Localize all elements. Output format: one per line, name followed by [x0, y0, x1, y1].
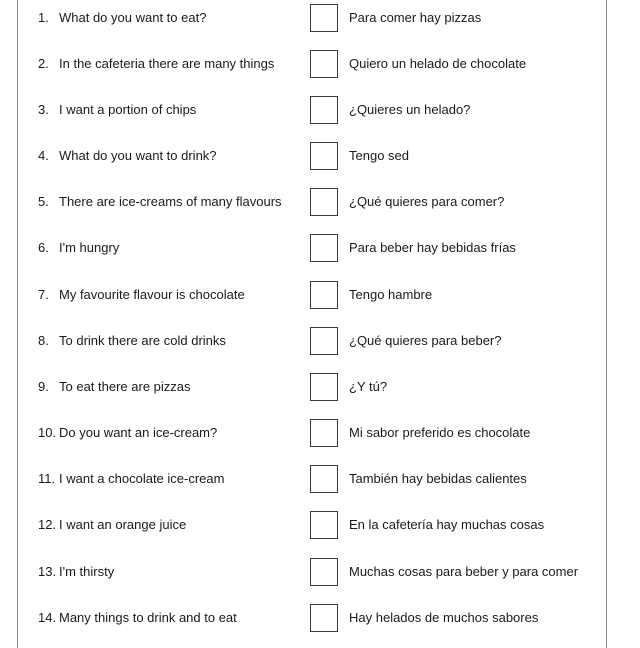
- item-number: 5.: [38, 194, 49, 209]
- english-text: Many things to drink and to eat: [59, 610, 237, 625]
- english-phrase: [38, 102, 196, 118]
- spanish-phrase: ¿Qué quieres para comer?: [349, 194, 505, 209]
- english-text: What do you want to drink?: [59, 148, 217, 163]
- spanish-phrase: En la cafetería hay muchas cosas: [349, 517, 545, 532]
- spanish-phrase: ¿Y tú?: [349, 379, 388, 394]
- english-phrase: [38, 194, 282, 210]
- english-text: I want a chocolate ice-cream: [59, 471, 225, 486]
- english-text: To drink there are cold drinks: [59, 333, 226, 348]
- worksheet-row: [0, 0, 640, 41]
- english-text: What do you want to eat?: [59, 10, 207, 25]
- item-number: 4.: [38, 148, 49, 163]
- item-number: 6.: [38, 240, 49, 255]
- worksheet-row: [0, 410, 640, 456]
- english-phrase: [38, 148, 217, 164]
- worksheet-row: [0, 179, 640, 225]
- worksheet-row: [0, 87, 640, 133]
- english-phrase: [38, 333, 226, 349]
- answer-box[interactable]: [310, 327, 338, 355]
- worksheet-row: [0, 456, 640, 502]
- answer-box[interactable]: [310, 234, 338, 262]
- item-number: 14.: [38, 610, 57, 625]
- spanish-phrase: ¿Qué quieres para beber?: [349, 333, 502, 348]
- worksheet-row: [0, 364, 640, 410]
- spanish-phrase: Para comer hay pizzas: [349, 10, 482, 25]
- english-phrase: [38, 471, 224, 487]
- english-text: There are ice-creams of many flavours: [59, 194, 282, 209]
- english-text: Do you want an ice-cream?: [59, 425, 218, 440]
- english-text: I'm thirsty: [59, 564, 115, 579]
- english-phrase: [38, 287, 245, 303]
- english-text: I want a portion of chips: [59, 102, 197, 117]
- english-text: My favourite flavour is chocolate: [59, 287, 245, 302]
- worksheet-row: [0, 225, 640, 271]
- answer-box[interactable]: [310, 604, 338, 632]
- item-number: 1.: [38, 10, 49, 25]
- worksheet-row: [0, 272, 640, 318]
- item-number: 8.: [38, 333, 49, 348]
- spanish-phrase: También hay bebidas calientes: [349, 471, 527, 486]
- answer-box[interactable]: [310, 50, 338, 78]
- answer-box[interactable]: [310, 96, 338, 124]
- english-phrase: [38, 564, 114, 580]
- spanish-phrase: Hay helados de muchos sabores: [349, 610, 539, 625]
- spanish-phrase: Tengo sed: [349, 148, 409, 163]
- item-number: 13.: [38, 564, 57, 579]
- item-number: 7.: [38, 287, 49, 302]
- answer-box[interactable]: [310, 373, 338, 401]
- worksheet-row: [0, 318, 640, 364]
- answer-box[interactable]: [310, 511, 338, 539]
- answer-box[interactable]: [310, 188, 338, 216]
- english-phrase: [38, 610, 237, 626]
- spanish-phrase: Para beber hay bebidas frías: [349, 240, 516, 255]
- english-text: In the cafeteria there are many things: [59, 56, 275, 71]
- english-phrase: [38, 517, 186, 533]
- worksheet-row: [0, 133, 640, 179]
- worksheet-row: [0, 41, 640, 87]
- english-phrase: [38, 10, 206, 26]
- item-number: 10.: [38, 425, 57, 440]
- item-number: 11.: [38, 471, 56, 486]
- spanish-phrase: ¿Quieres un helado?: [349, 102, 471, 117]
- english-text: I want an orange juice: [59, 517, 187, 532]
- answer-box[interactable]: [310, 142, 338, 170]
- english-phrase: [38, 379, 191, 395]
- answer-box[interactable]: [310, 465, 338, 493]
- item-number: 9.: [38, 379, 49, 394]
- english-phrase: [38, 425, 217, 441]
- answer-box[interactable]: [310, 4, 338, 32]
- spanish-phrase: Muchas cosas para beber y para comer: [349, 564, 579, 579]
- answer-box[interactable]: [310, 281, 338, 309]
- spanish-phrase: Quiero un helado de chocolate: [349, 56, 527, 71]
- item-number: 12.: [38, 517, 57, 532]
- item-number: 3.: [38, 102, 49, 117]
- worksheet-row: [0, 502, 640, 548]
- english-text: I'm hungry: [59, 240, 120, 255]
- english-text: To eat there are pizzas: [59, 379, 191, 394]
- item-number: 2.: [38, 56, 49, 71]
- english-phrase: [38, 240, 119, 256]
- worksheet-row: [0, 549, 640, 595]
- worksheet-row: [0, 595, 640, 641]
- spanish-phrase: Mi sabor preferido es chocolate: [349, 425, 531, 440]
- answer-box[interactable]: [310, 558, 338, 586]
- answer-box[interactable]: [310, 419, 338, 447]
- english-phrase: [38, 56, 274, 72]
- spanish-phrase: Tengo hambre: [349, 287, 433, 302]
